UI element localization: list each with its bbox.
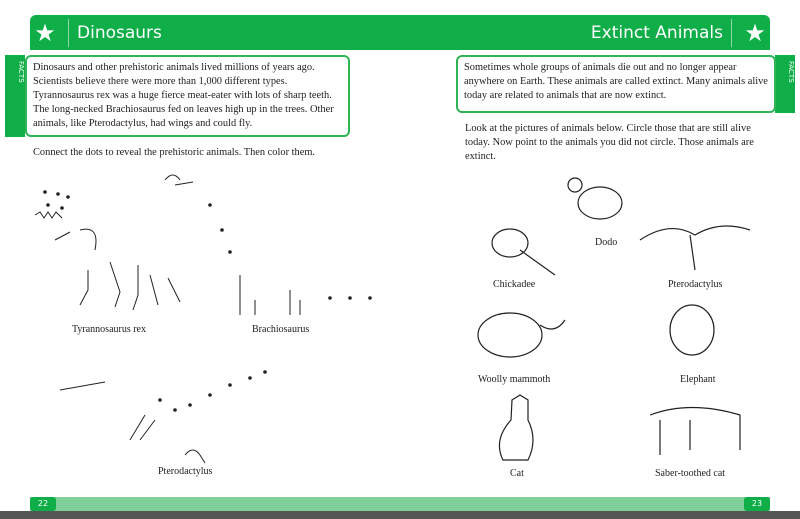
facts-tab-left: FACTS <box>5 55 25 137</box>
left-title: Dinosaurs <box>77 22 162 43</box>
facts-tab-right: FACTS <box>775 55 795 113</box>
label-trex: Tyrannosaurus rex <box>72 324 146 335</box>
pterodactylus-icon <box>640 226 750 270</box>
label-pterodactylus-right: Pterodactylus <box>668 279 723 290</box>
star-icon: ★ <box>34 18 56 47</box>
woolly-mammoth-icon <box>478 313 542 357</box>
label-cat: Cat <box>510 468 524 479</box>
label-pterodactylus-left: Pterodactylus <box>158 466 213 477</box>
label-saber-toothed-cat: Saber-toothed cat <box>655 468 726 479</box>
page-bottom-edge <box>0 511 800 519</box>
instruction-right: Look at the pictures of animals below. Circle those that are still alive today. Now point to the animals you did not circle. Those animals are extinct. <box>465 123 754 162</box>
label-woolly-mammoth: Woolly mammoth <box>478 374 551 385</box>
star-icon: ★ <box>744 18 766 47</box>
label-dodo: Dodo <box>595 237 618 248</box>
page-number-right: 23 <box>744 497 770 511</box>
saber-toothed-cat-icon <box>650 408 740 456</box>
right-title: Extinct Animals <box>590 22 723 43</box>
instruction-left: Connect the dots to reveal the prehistoric animals. Then color them. <box>33 147 316 158</box>
elephant-icon <box>670 305 714 355</box>
dodo-icon <box>578 187 622 219</box>
label-elephant: Elephant <box>680 374 716 385</box>
page-number-left: 22 <box>30 497 56 511</box>
facts-box-left: Dinosaurs and other prehistoric animals lived millions of years ago. Scientists believe there were more than 1,000 different types. Tyrannosaurus rex was a huge fierce meat-eater with lots of sharp teeth. The long-necked Brachiosaurus fed on leaves high up in the trees. Other animals, like Pterodactylus, had wings and could fly. <box>25 55 350 137</box>
label-chickadee: Chickadee <box>493 279 536 290</box>
cat-icon <box>499 395 533 460</box>
footer-strip <box>30 497 770 511</box>
chickadee-icon <box>492 229 528 257</box>
label-brachiosaurus: Brachiosaurus <box>252 324 310 335</box>
facts-box-right: Sometimes whole groups of animals die out and no longer appear anywhere on Earth. These animals are called extinct. Many animals alive today are related to animals that are now extinct. <box>456 55 776 113</box>
